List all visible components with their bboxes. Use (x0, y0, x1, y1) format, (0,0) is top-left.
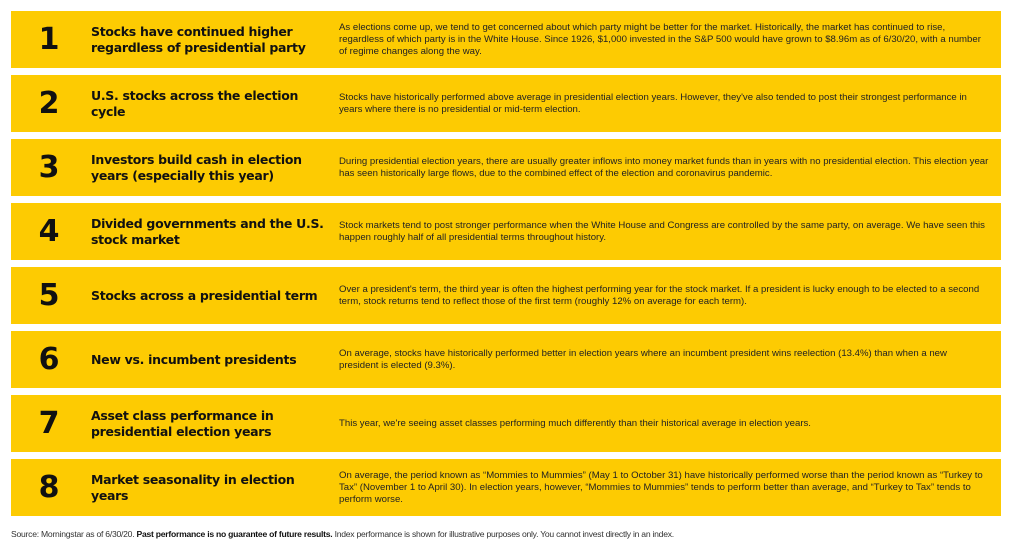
election-insights-list (11, 11, 1001, 523)
item-title: Asset class performance in presidential election years (91, 407, 274, 439)
item-number: 5 (38, 278, 60, 313)
item-description: This year, we're seeing asset classes performing much differently than their historical average in election years. (339, 417, 811, 429)
item-description: Over a president's term, the third year is often the highest performing year for the stock market. If a president is lucky enough to be elected to a second term, stock returns tend to reflect those of the first term (roughly 12% on average for each term). (339, 283, 980, 307)
item-title: U.S. stocks across the election cycle (91, 87, 299, 119)
item-title: Stocks across a presidential term (91, 287, 318, 303)
item-description: During presidential election years, there are usually greater inflows into money market funds than in years with no presidential election. This election year has seen historically large flows, due to the combined effect of the election and coronavirus pandemic. (339, 155, 989, 179)
list-item (11, 203, 1001, 260)
item-title: Investors build cash in election years (especially this year) (91, 151, 302, 183)
list-item (11, 395, 1001, 452)
list-item (11, 75, 1001, 132)
list-item (11, 331, 1001, 388)
item-number: 2 (38, 86, 60, 121)
item-number: 6 (38, 342, 60, 377)
item-description: Stock markets tend to post stronger performance when the White House and Congress are controlled by the same party, on average. We have seen this happen roughly half of all presidential terms throughout history. (339, 219, 985, 243)
item-description: On average, the period known as “Mommies to Mummies” (May 1 to October 31) have historically performed worse than the period known as “Turkey to Tax” (November 1 to April 30). In election years, however, “Mommies to Mummies” tends to perform better than average, and “Turkey to Tax” tends to perform worse. (339, 469, 983, 505)
list-item (11, 459, 1001, 516)
item-title: Market seasonality in election years (91, 471, 295, 503)
item-number: 7 (38, 406, 60, 441)
item-number: 1 (38, 22, 60, 57)
item-description: As elections come up, we tend to get concerned about which party might be better for the market. Historically, the market has continued to rise, regardless of which party is in the White House. Since 1926, $1,000 invested in the S&P 500 would have grown to $8.96m as of 6/30/20, with a number of regime changes along the way. (339, 21, 981, 57)
footnote-disclaimer-bold: Past performance is no guarantee of future results. (136, 529, 333, 539)
item-title: New vs. incumbent presidents (91, 351, 297, 367)
list-item (11, 139, 1001, 196)
list-item (11, 267, 1001, 324)
list-item (11, 11, 1001, 68)
item-number: 4 (38, 214, 60, 249)
item-number: 8 (38, 470, 60, 505)
item-title: Divided governments and the U.S. stock market (91, 215, 324, 247)
item-description: Stocks have historically performed above average in presidential election years. However, they've also tended to post their strongest performance in years where there is no presidential or mid-term election. (339, 91, 967, 115)
item-title: Stocks have continued higher regardless of presidential party (91, 23, 306, 55)
item-description: On average, stocks have historically performed better in election years where an incumbent president wins reelection (13.4%) than when a new president is elected (9.3%). (339, 347, 947, 371)
item-number: 3 (38, 150, 60, 185)
footnote-source: Source: Morningstar as of 6/30/20. (11, 529, 135, 539)
source-footnote (11, 529, 674, 539)
footnote-disclaimer: Index performance is shown for illustrative purposes only. You cannot invest directly in an index. (334, 529, 674, 539)
